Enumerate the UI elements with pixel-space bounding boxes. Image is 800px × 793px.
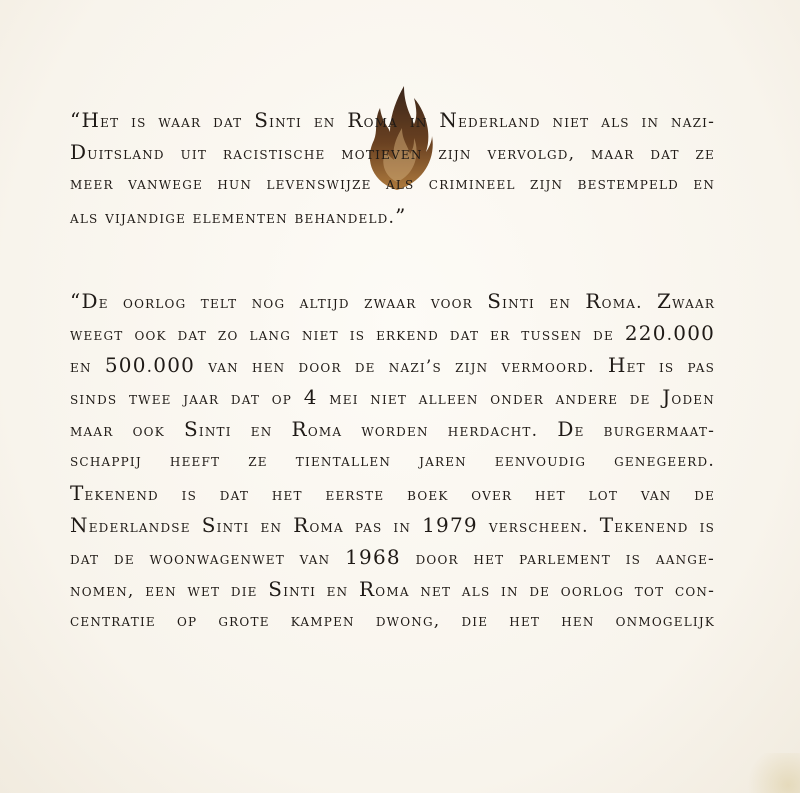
quote-1-line: als vijandige elementen behandeld.” xyxy=(70,204,407,228)
quote-2-line: Tekenend is dat het eerste boek over het lot van de xyxy=(70,481,716,505)
paper-stain xyxy=(740,753,800,793)
quote-2-line: weegt ook dat zo lang niet is erkend dat er tussen de 220.000 xyxy=(70,321,716,345)
quote-2-line: Nederlandse Sinti en Roma pas in 1979 verscheen. Tekenend is xyxy=(70,513,716,537)
quote-2-line: centratie op grote kampen dwong, die het hen onmogelijk xyxy=(70,611,715,631)
quote-1-line: Duitsland uit racistische motieven zijn vervolgd, maar dat ze xyxy=(70,140,716,164)
quote-2-line: sinds twee jaar dat op 4 mei niet alleen onder andere de Joden xyxy=(70,385,715,409)
quote-1-line: “Het is waar dat Sinti en Roma in Nederland niet als in nazi- xyxy=(70,108,716,132)
quote-2 xyxy=(70,285,715,637)
quote-2-line: dat de woonwagenwet van 1968 door het parlement is aange- xyxy=(70,545,715,569)
quote-2-line: “De oorlog telt nog altijd zwaar voor Sinti en Roma. Zwaar xyxy=(70,289,716,313)
quote-1 xyxy=(70,104,715,232)
quote-2-line: en 500.000 van hen door de nazi’s zijn vermoord. Het is pas xyxy=(70,353,715,377)
quote-1-line: meer vanwege hun levenswijze als crimineel zijn bestempeld en xyxy=(70,174,716,194)
quote-2-line: maar ook Sinti en Roma worden herdacht. De burgermaat- xyxy=(70,417,716,441)
quote-2-line: schappij heeft ze tientallen jaren eenvoudig genegeerd. xyxy=(70,451,715,471)
quote-2-line: nomen, een wet die Sinti en Roma net als in de oorlog tot con- xyxy=(70,577,716,601)
